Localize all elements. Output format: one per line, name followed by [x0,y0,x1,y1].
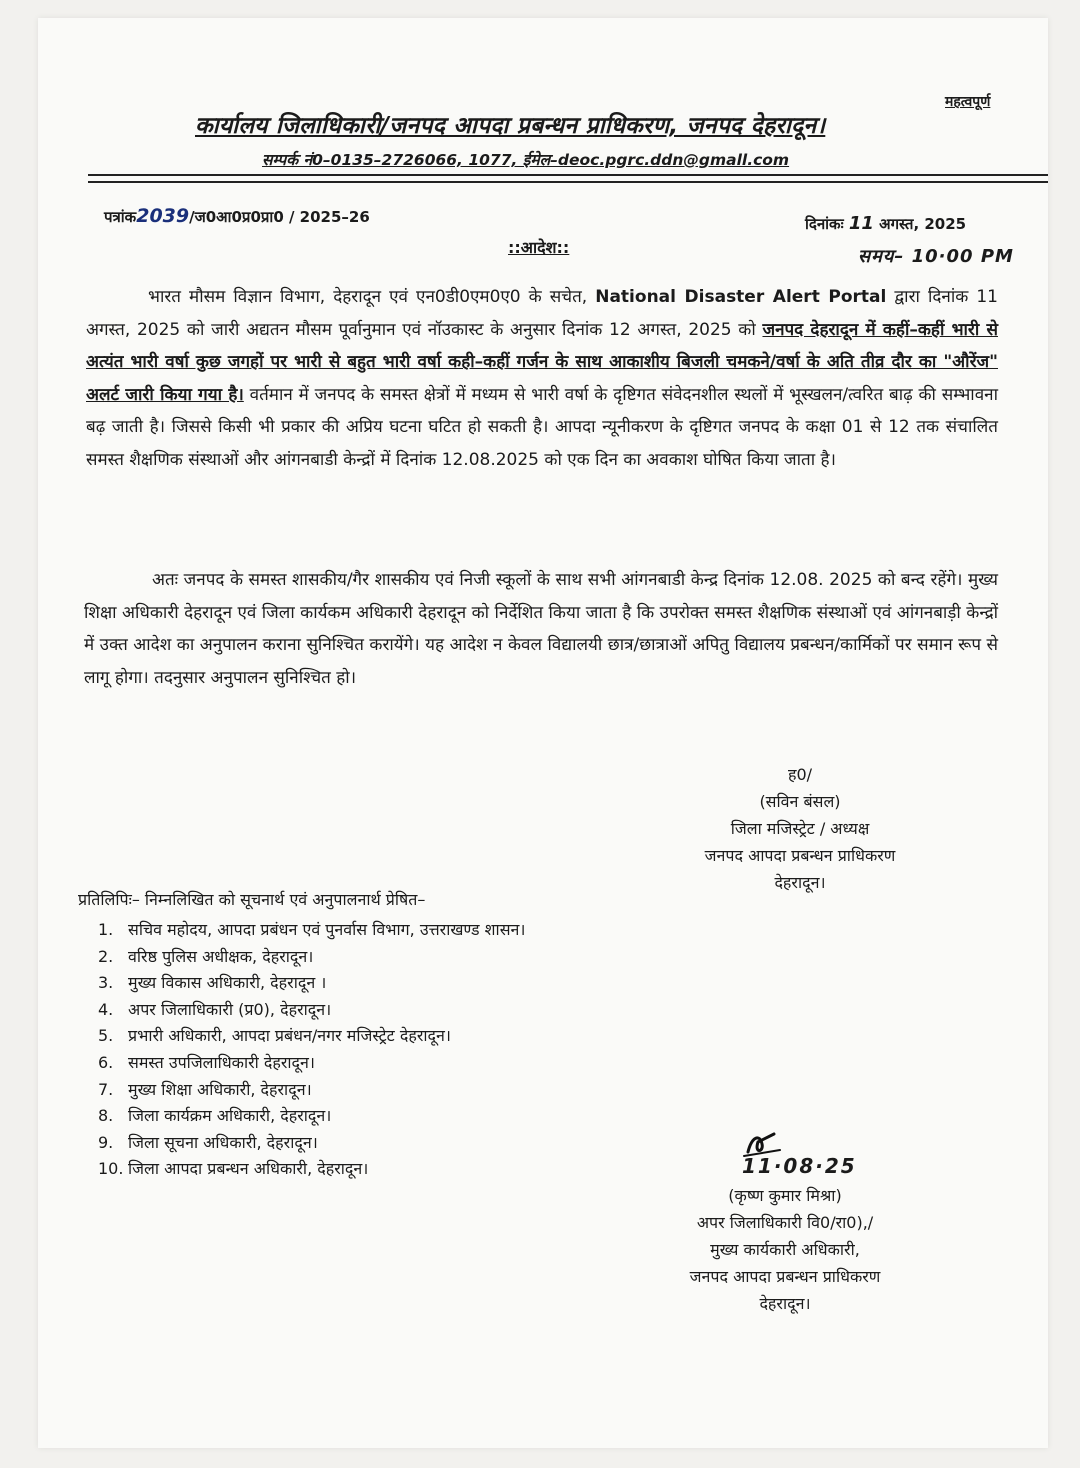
contact-line: सम्पर्क नं0–0135–2726066, 1077, ईमेल–deoc.pgrc.ddn@gmall.com [262,151,790,169]
letter-reference [104,205,370,227]
reference-label: पत्रांक [104,208,137,226]
copy-list-item [98,1103,525,1130]
time-note: समय– 10·00 PM [858,246,1014,267]
copy-item-text: प्रभारी अधिकारी, आपदा प्रबंधन/नगर मजिस्ट्रेट देहरादून। [128,1026,451,1046]
header-rule-double [88,181,1048,183]
copy-item-number: 1. [98,920,114,939]
copy-list-item [98,970,525,997]
copy-item-number: 2. [98,946,114,966]
copy-list-item [98,917,525,944]
copy-item-number: 6. [98,1052,114,1072]
signed-mark: ह0/ [787,765,813,784]
signatory2-authority: जनपद आपदा प्रबन्धन प्राधिकरण [689,1267,881,1286]
copy-item-number: 4. [98,999,114,1019]
portal-name: National Disaster Alert Portal [595,287,887,307]
copy-item-number: 3. [98,973,114,993]
copy-list-item [98,997,525,1024]
signatory2-place: देहरादून। [759,1294,811,1313]
order-paragraph-1 [86,281,998,476]
date-label: दिनांकः [805,215,844,233]
signatory2-designation: अपर जिलाधिकारी वि0/रा0),/ [696,1213,874,1232]
copy-item-number: 7. [98,1079,114,1099]
copy-item-text: जिला सूचना अधिकारी, देहरादून। [128,1132,318,1152]
office-heading: कार्यालय जिलाधिकारी/जनपद आपदा प्रबन्धन प्राधिकरण, जनपद देहरादून। [195,113,826,139]
signatory-block-adm [660,1182,910,1317]
orange-alert-text: जनपद देहरादून में कहीं–कहीं भारी से अत्यंत भारी वर्षा कुछ जगहों पर भारी से बहुत भारी वर्षा कही–कहीं गर्जन के साथ आकाशीय बिजली चमकने/वर्षा के अति तीव्र दौर का "औरेंज" अलर्ट जारी किया गया है। [86,319,998,405]
date-rest: अगस्त, 2025 [879,215,967,233]
copy-item-text: वरिष्ठ पुलिस अधीक्षक, देहरादून। [128,946,314,966]
copy-list-item [98,1077,525,1104]
signatory2-post: मुख्य कार्यकारी अधिकारी, [710,1240,860,1259]
dateline [805,213,966,234]
copy-list-item [98,1050,525,1077]
order-title: ::आदेश:: [508,238,570,257]
importance-label: महत्वपूर्ण [945,94,991,110]
copy-item-text: मुख्य शिक्षा अधिकारी, देहरादून। [128,1079,312,1099]
signature-date: 11·08·25 [742,1154,857,1178]
copy-item-number: 5. [98,1026,114,1046]
copy-list [98,917,525,1183]
signatory-place: देहरादून। [774,873,826,892]
copy-list-item [98,1130,525,1157]
signatory2-name: (कृष्ण कुमार मिश्रा) [728,1186,842,1205]
order-paragraph-2: अतः जनपद के समस्त शासकीय/गैर शासकीय एवं निजी स्कूलों के साथ सभी आंगनबाडी केन्द्र दिनांक 12.08. 2025 को बन्द रहेंगे। मुख्य शिक्षा अधिकारी देहरादून एवं जिला कार्यकम अधिकारी देहरादून को निर्देशित किया जाता है कि उपरोक्त समस्त शैक्षणिक संस्थाओं एवं आंगनबाड़ी केन्द्रों में उक्त आदेश का अनुपालन कराना सुनिश्चित करायेंगे। यह आदेश न केवल विद्यालयी छात्र/छात्राओं अपितु विद्यालय प्रबन्धन/कार्मिकों पर समान रूप से लागू होगा। तदनुसार अनुपालन सुनिश्चित हो। [84,570,998,688]
copy-item-text: मुख्य विकास अधिकारी, देहरादून । [128,973,327,993]
copy-item-number: 9. [98,1132,114,1152]
copy-item-text: जिला कार्यक्रम अधिकारी, देहरादून। [128,1106,332,1126]
copy-list-item [98,1023,525,1050]
signatory-designation: जिला मजिस्ट्रेट / अध्यक्ष [730,819,870,838]
signatory-name: (सविन बंसल) [759,792,841,811]
reference-number: 2039 [136,205,190,227]
para1-mid: द्वारा दिनांक 11 अगस्त, 2025 को जारी अद्यतन मौसम पूर्वानुमान एवं नॉउकास्ट के अनुसार दिनांक 12 अगस्त, 2025 को [86,287,999,340]
signatory-block-dm [680,761,920,896]
copy-item-number: 10. [98,1159,124,1179]
copy-heading: प्रतिलिपिः– निम्नलिखित को सूचनार्थ एवं अनुपालनार्थ प्रेषित– [78,890,426,909]
date-day: 11 [848,213,874,234]
copy-list-item [98,944,525,971]
copy-item-text: सचिव महोदय, आपदा प्रबंधन एवं पुनर्वास विभाग, उत्तराखण्ड शासन। [128,920,526,939]
copy-item-text: समस्त उपजिलाधिकारी देहरादून। [128,1052,315,1072]
signatory-authority: जनपद आपदा प्रबन्धन प्राधिकरण [704,846,896,865]
copy-list-item [98,1156,525,1183]
header-rule [88,174,1048,176]
copy-item-text: अपर जिलाधिकारी (प्र0), देहरादून। [128,999,332,1019]
copy-item-text: जिला आपदा प्रबन्धन अधिकारी, देहरादून। [128,1159,369,1179]
para1-intro: भारत मौसम विज्ञान विभाग, देहरादून एवं एन0डी0एम0ए0 के सचेत, [148,287,596,307]
copy-item-number: 8. [98,1106,114,1126]
para1-rest: वर्तमान में जनपद के समस्त क्षेत्रों में मध्यम से भारी वर्षा के दृष्टिगत संवेदनशील स्थलों में भूस्खलन/त्वरित बाढ़ की सम्भावना बढ़ जाती है। जिससे किसी भी प्रकार की अप्रिय घटना घटित हो सकती है। आपदा न्यूनीकरण के दृष्टिगत जनपद के कक्षा 01 से 12 तक संचालित समस्त शैक्षणिक संस्थाओं और आंगनबाडी केन्द्रों में दिनांक 12.08.2025 को एक दिन का अवकाश घोषित किया जाता है। [86,384,998,470]
reference-suffix: /ज0आ0प्र0प्रा0 / 2025–26 [189,208,370,226]
